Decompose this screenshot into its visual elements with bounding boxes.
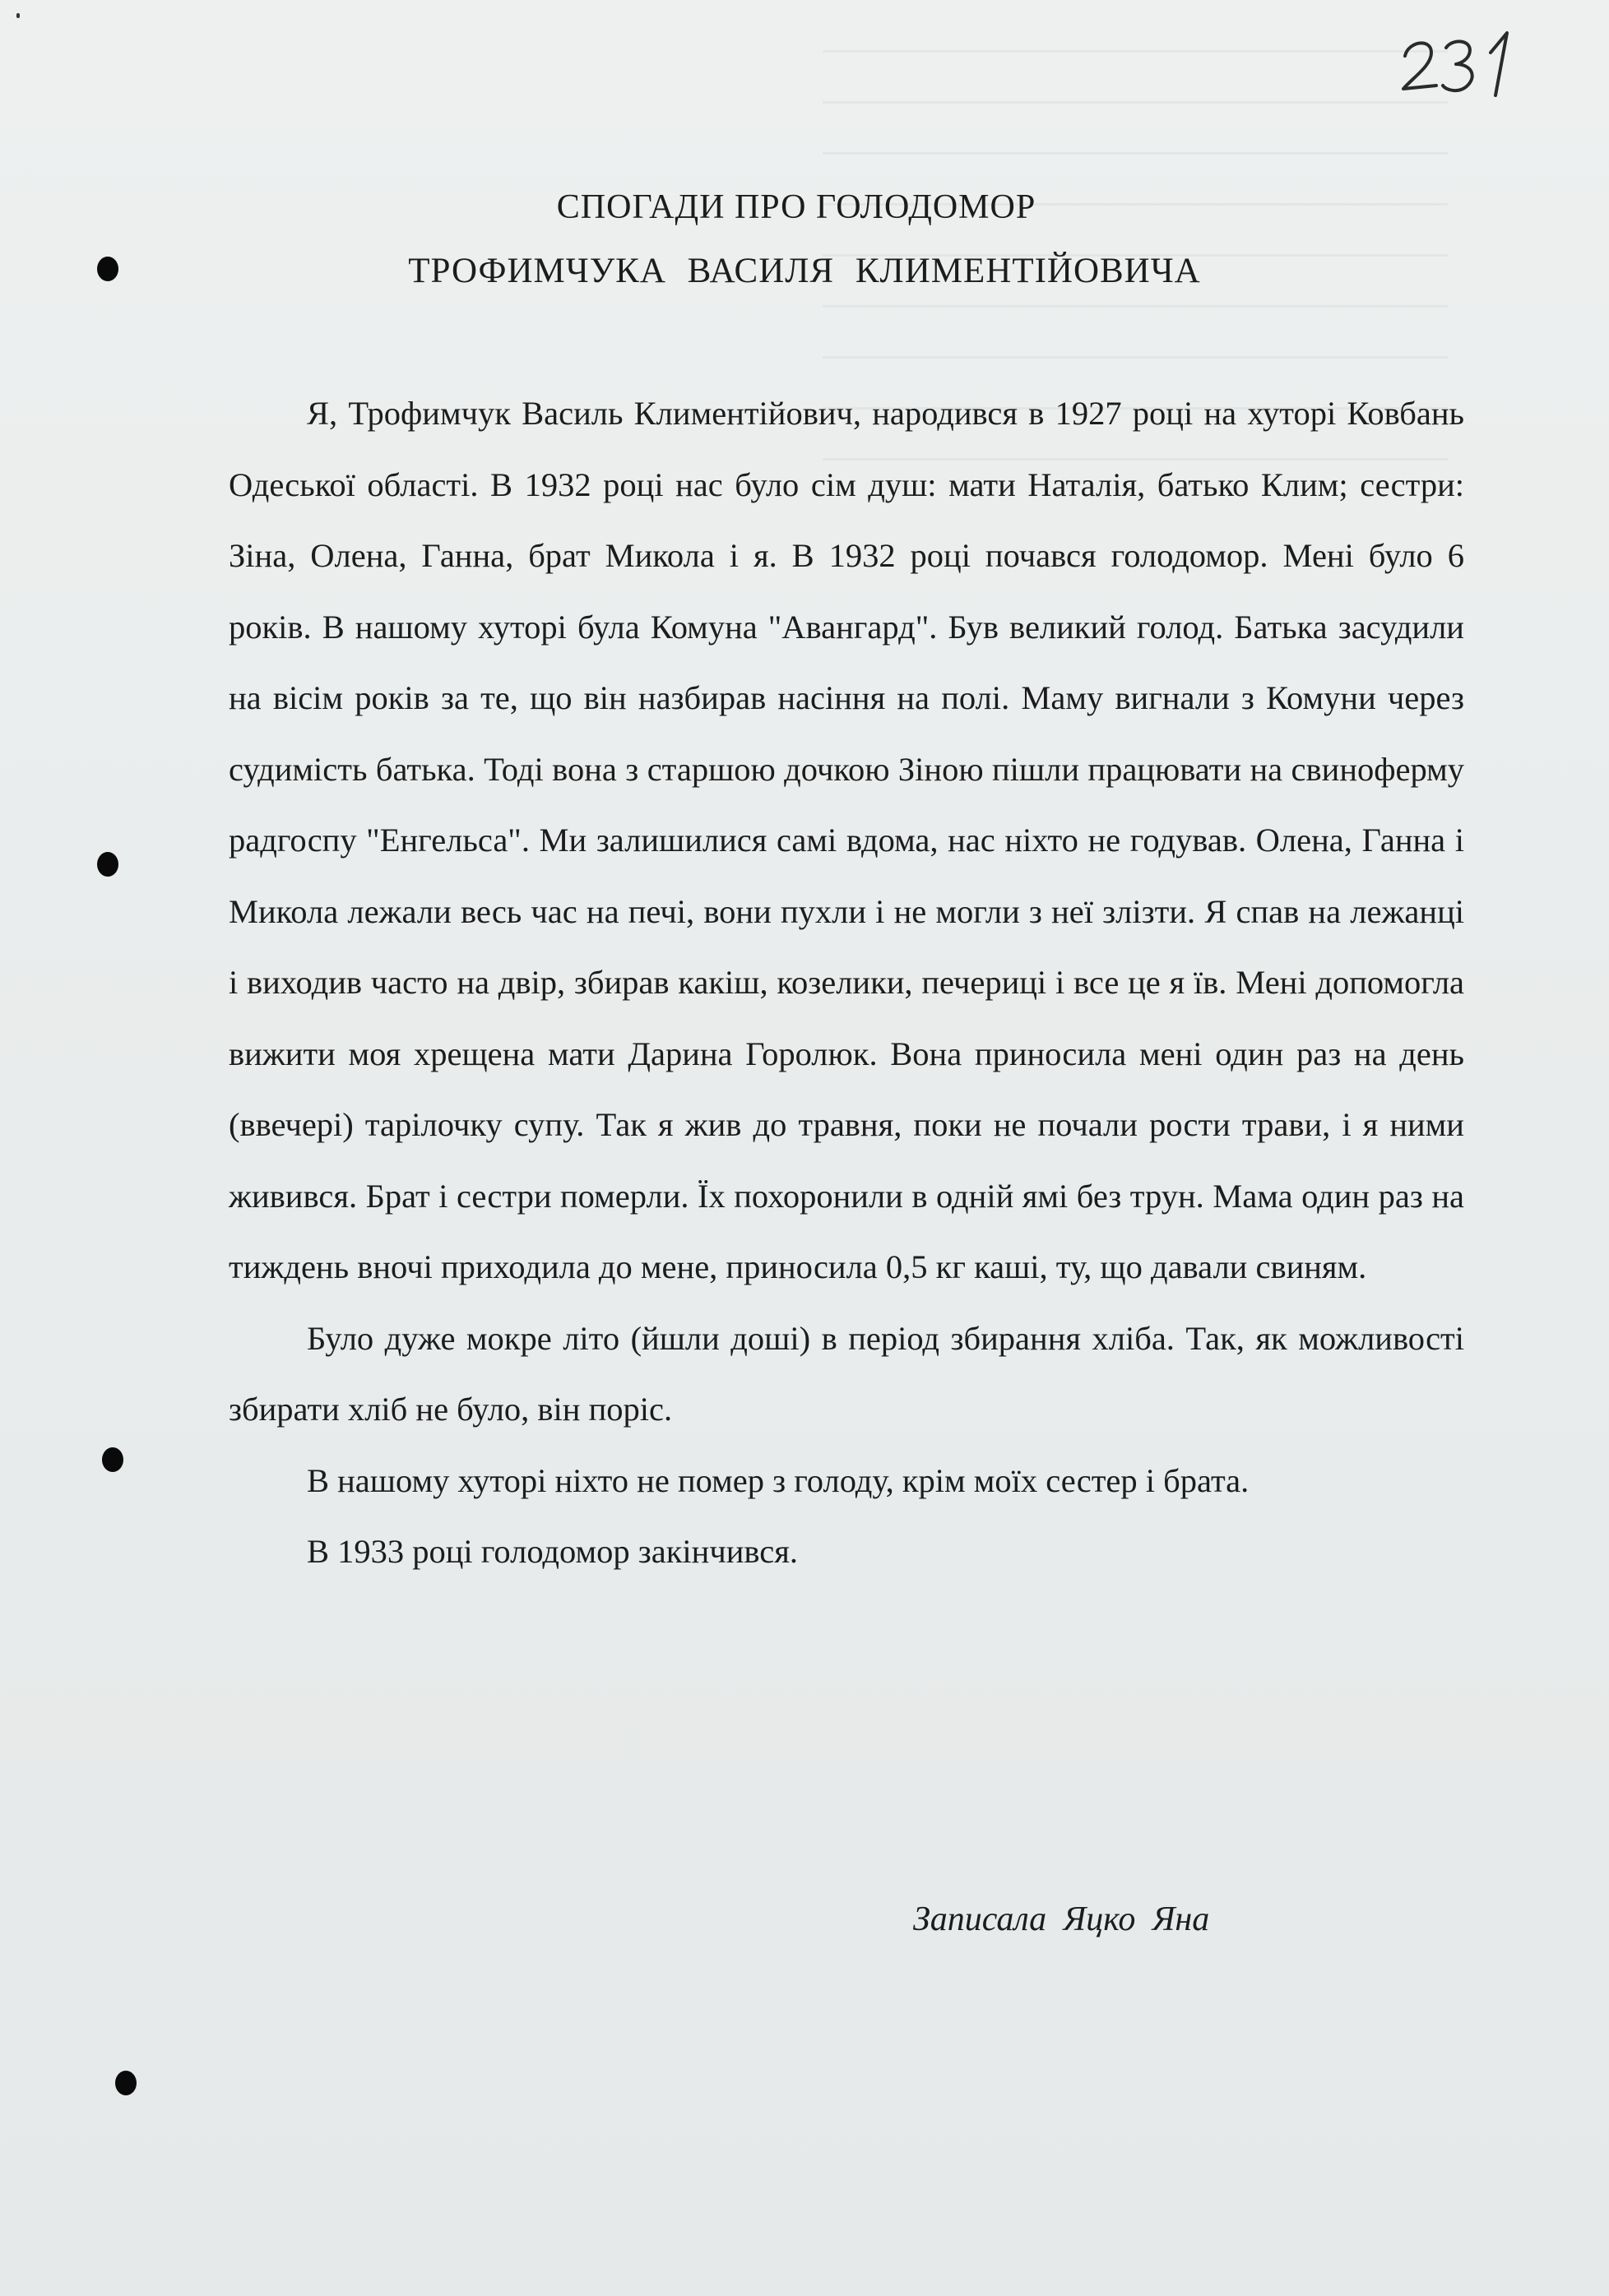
handwritten-page-number xyxy=(1398,16,1530,107)
memoir-paragraph-4: В 1933 році голодомор закінчився. xyxy=(307,1533,798,1570)
scan-speck xyxy=(16,13,20,18)
recorder-signature: Записала Яцко Яна xyxy=(913,1900,1210,1938)
memoir-body xyxy=(229,378,1464,1588)
memoir-paragraph-1: Я, Трофимчук Василь Климентійович, народився в 1927 році на хуторі Ковбань Одеської області. В 1932 році нас було сім душ: мати Наталія, батько Клим; сестри: Зіна, Олена, Ганна, брат Микола і я. В 1932 році почався голодомор. Мені було 6 років. В нашому хуторі була Комуна "Авангард". Був великий голод. Батька засудили на вісім років за те, що він назбирав насіння на полі. Маму вигнали з Комуни через судимість батька. Тоді вона з старшою дочкою Зіною пішли працювати на свиноферму радгоспу "Енгельса". Ми залишилися самі вдома, нас ніхто не годував. Олена, Ганна і Микола лежали весь час на печі, вони пухли і не могли з неї злізти. Я спав на лежанці і виходив часто на двір, збирав какіш, козелики, печериці і все це я їв. Мені допомогла вижити моя хрещена мати Дарина Горолюк. Вона приносила мені один раз на день (ввечері) тарілочку супу. Так я жив до травня, поки не почали рости трави, і я ними живився. Брат і сестри померли. Їх похоронили в одній ямі без трун. Мама один раз на тиждень вночі приходила до мене, приносила 0,5 кг каші, ту, що давали свиням. xyxy=(229,395,1464,1285)
memoir-paragraph-2: Було дуже мокре літо (йшли доші) в період збирання хліба. Так, як можливості збирати хліб не було, він поріс. xyxy=(229,1319,1464,1428)
document-title-line-1: СПОГАДИ ПРО ГОЛОДОМОР xyxy=(556,188,1036,226)
memoir-paragraph-3: В нашому хуторі ніхто не помер з голоду, крім моїх сестер і брата. xyxy=(307,1461,1250,1499)
punch-hole xyxy=(115,2071,137,2095)
punch-hole xyxy=(102,1447,123,1472)
punch-hole xyxy=(97,852,118,877)
document-title-line-2: ТРОФИМЧУКА ВАСИЛЯ КЛИМЕНТІЙОВИЧА xyxy=(408,252,1201,290)
